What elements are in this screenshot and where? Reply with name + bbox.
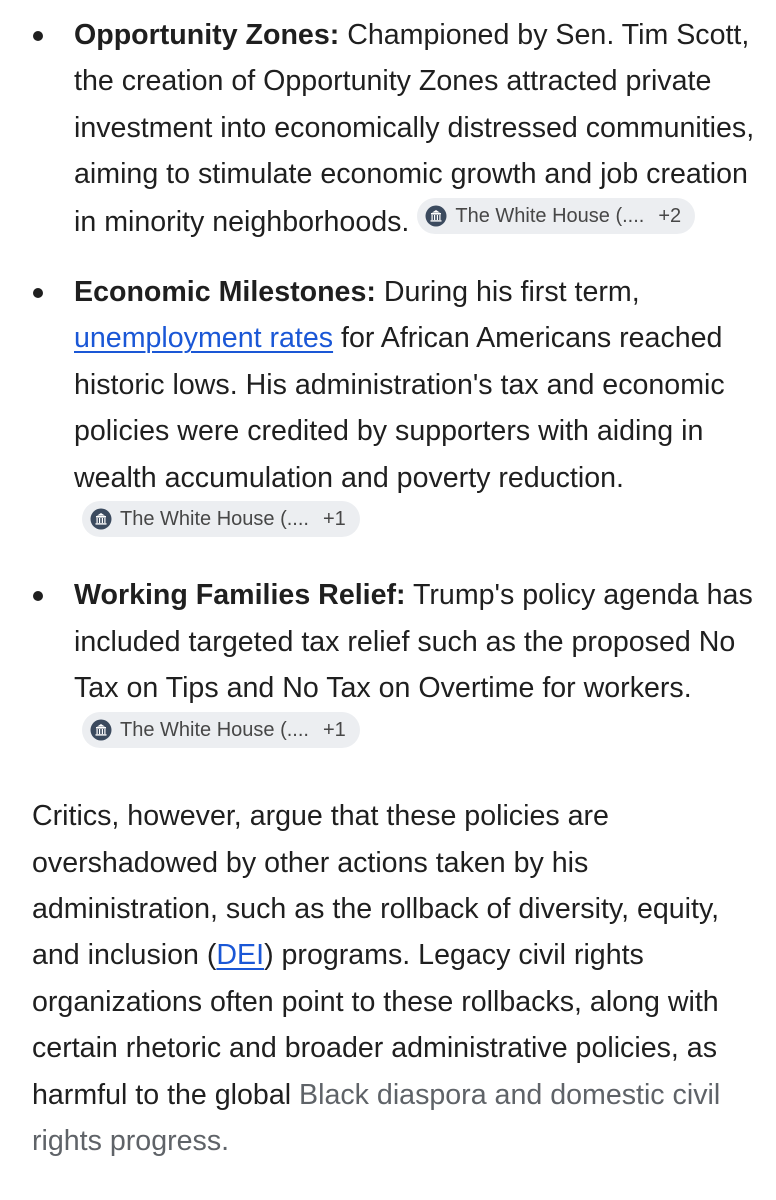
bullet-dot	[33, 591, 43, 601]
source-chip-count: +2	[658, 204, 682, 227]
white-house-icon	[425, 205, 447, 227]
paragraph-faded-text: Black diaspora and domestic civil rights progress.	[32, 1078, 721, 1157]
source-chip[interactable]	[82, 712, 360, 748]
item-text: Trump's policy agenda has included targeted tax relief such as the proposed No Tax on Tips and No Tax on Overtime for workers.	[74, 579, 753, 705]
paragraph-text: Critics, however, argue that these policies are overshadowed by other actions taken by his administration, such as the rollback of diversity, equity, and inclusion (	[32, 800, 720, 972]
source-chip[interactable]	[82, 501, 360, 537]
source-chip-label: The White House (....	[455, 204, 645, 227]
white-house-icon	[90, 719, 112, 741]
source-chip-label: The White House (....	[120, 718, 309, 741]
source-chip-count: +1	[322, 508, 346, 531]
list-item	[0, 269, 776, 548]
item-heading: Economic Milestones:	[74, 276, 376, 309]
critics-paragraph	[0, 793, 776, 1164]
list-item	[0, 12, 776, 245]
source-chip[interactable]	[417, 198, 695, 234]
list-item	[0, 572, 776, 759]
item-heading: Working Families Relief:	[74, 579, 406, 612]
white-house-icon	[90, 508, 112, 530]
item-text: for African Americans reached historic lows. His administration's tax and economic policies were credited by supporters with aiding in wealth accumulation and poverty reduction.	[74, 322, 725, 494]
unemployment-rates-link[interactable]: unemployment rates	[74, 322, 334, 355]
item-text: During his first term,	[375, 276, 640, 309]
dei-link[interactable]: DEI	[216, 939, 265, 972]
item-heading: Opportunity Zones:	[74, 19, 340, 51]
source-chip-label: The White House (....	[120, 508, 309, 531]
source-chip-count: +1	[322, 718, 346, 741]
bullet-dot	[33, 31, 43, 41]
paragraph-text: ) programs. Legacy civil rights organizations often point to these rollbacks, along with certain rhetoric and broader administrative policies, as harmful to the global	[32, 939, 719, 1111]
bullet-dot	[33, 288, 43, 298]
item-text: Championed by Sen. Tim Scott, the creation of Opportunity Zones attracted private investment into economically distressed communities, aiming to stimulate economic growth and job creation in minority neighborhoods.	[74, 19, 755, 238]
